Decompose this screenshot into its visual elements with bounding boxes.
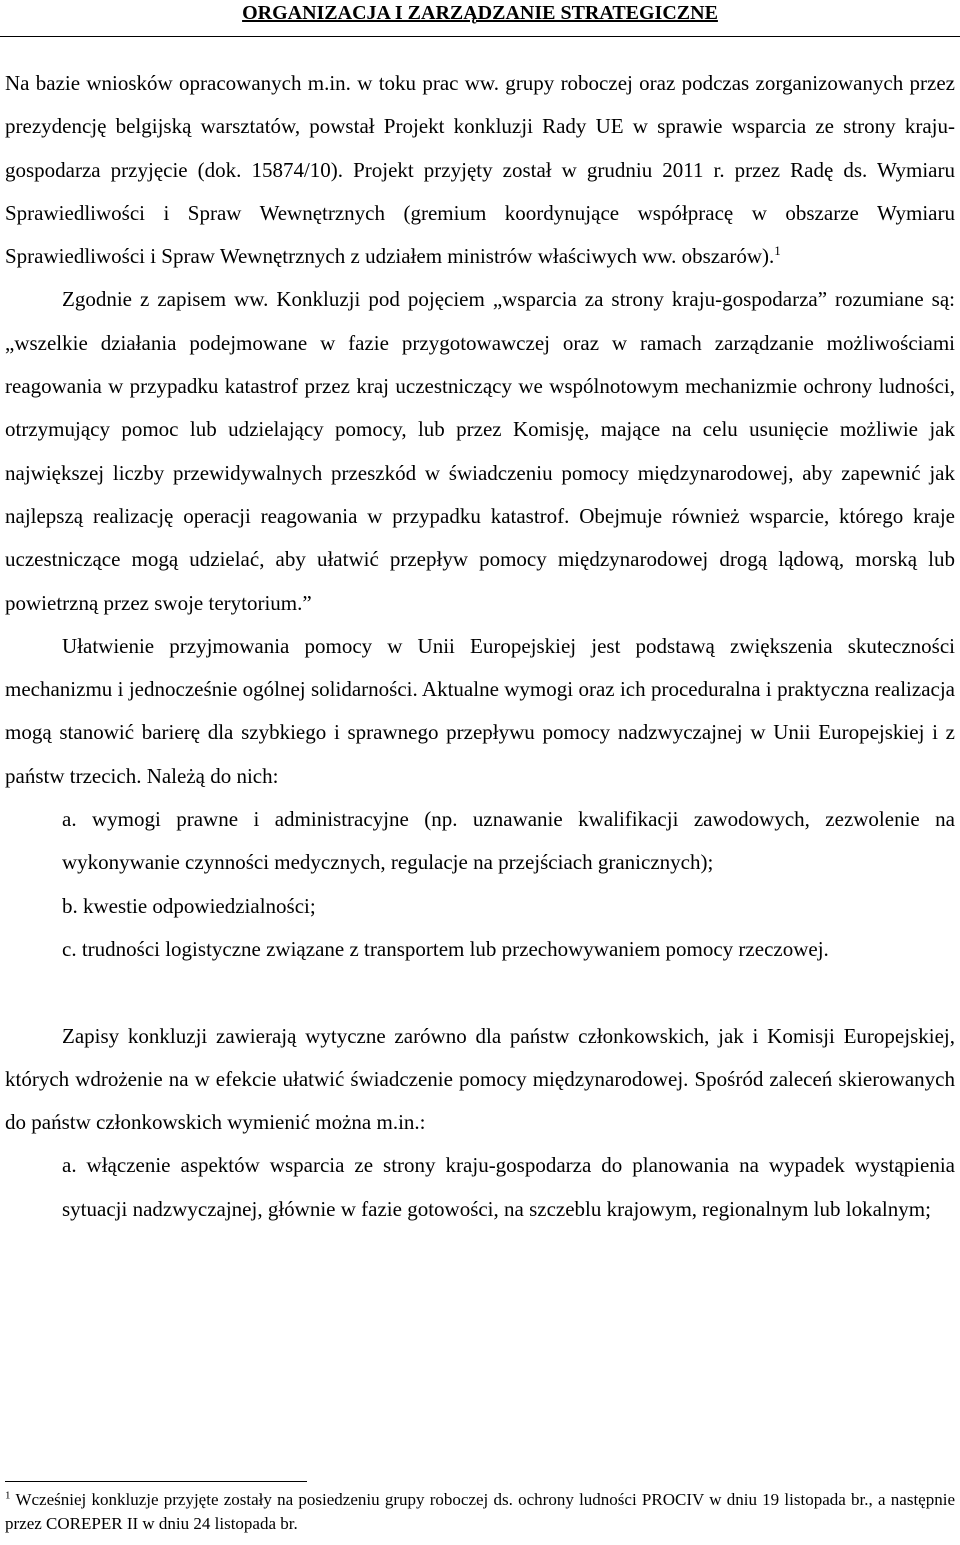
footnotes [5,1488,955,1536]
paragraph-1 [5,62,955,278]
paragraph-spacer [5,971,955,1014]
footnote-separator [5,1481,307,1482]
header-title: ORGANIZACJA I ZARZĄDZANIE STRATEGICZNE [242,2,718,24]
list-item-c: c. trudności logistyczne związane z transportem lub przechowywaniem pomocy rzeczowej. [62,936,829,961]
document-body [5,62,955,1231]
list-item-b: b. kwestie odpowiedzialności; [62,893,316,918]
footnote-number: 1 [5,1489,11,1502]
paragraph-3: Ułatwienie przyjmowania pomocy w Unii Europejskiej jest podstawą zwiększenia skuteczności mechanizmu i jednocześnie ogólnej solidarności. Aktualne wymogi oraz ich proceduralna i praktyczna realizacja mogą stanowić barierę dla szybkiego i sprawnego przepływu pomocy nadzwyczajnej w Unii Europejskiej i z państw trzecich. Należą do nich: [5,633,955,788]
footnote-ref: 1 [774,243,781,259]
footnote-text: Wcześniej konkluzje przyjęte zostały na posiedzeniu grupy roboczej ds. ochrony ludności PROCIV w dniu 19 listopada br., a następnie przez COREPER II w dniu 24 listopada br. [5,1490,955,1533]
recommendation-item-a: a. włączenie aspektów wsparcia ze strony kraju-gospodarza do planowania na wypadek wystąpienia sytuacji nadzwyczajnej, głównie w fazie gotowości, na szczeblu krajowym, regionalnym lub lokalnym; [62,1153,955,1221]
paragraph-1-text: Na bazie wniosków opracowanych m.in. w toku prac ww. grupy roboczej oraz podczas zorganizowanych przez prezydencję belgijską warsztatów, powstał Projekt konkluzji Rady UE w sprawie wsparcia ze strony kraju-gospodarza przyjęcie (dok. 15874/10). Projekt przyjęty został w grudniu 2011 r. przez Radę ds. Wymiaru Sprawiedliwości i Spraw Wewnętrznych (gremium koordynujące współpracę w obszarze Wymiaru Sprawiedliwości i Spraw Wewnętrznych z udziałem ministrów właściwych ww. obszarów). [5,71,955,269]
list-item-a: a. wymogi prawne i administracyjne (np. uznawanie kwalifikacji zawodowych, zezwolenie na wykonywanie czynności medycznych, regulacje na przejściach granicznych); [62,807,955,875]
footnote-1 [5,1488,955,1536]
page-header [0,0,960,37]
paragraph-2: Zgodnie z zapisem ww. Konkluzji pod pojęciem „wsparcia za strony kraju-gospodarza” rozumiane są: „wszelkie działania podejmowane w fazie przygotowawczej oraz w ramach zarządzanie możliwościami reagowania w przypadku katastrof przez kraj uczestniczący we wspólnotowym mechanizmie ochrony ludności, otrzymujący pomoc lub udzielający pomocy, lub przez Komisję, mające na celu usunięcie możliwie jak największej liczby przewidywalnych przeszkód w świadczeniu pomocy międzynarodowej, aby zapewnić jak najlepszą realizację operacji reagowania w przypadku katastrof. Obejmuje również wsparcie, którego kraje uczestniczące mogą udzielać, aby ułatwić przepływ pomocy międzynarodowej drogą lądową, morską lub powietrzną przez swoje terytorium.” [5,287,955,615]
paragraph-4: Zapisy konkluzji zawierają wytyczne zarówno dla państw członkowskich, jak i Komisji Europejskiej, których wdrożenie na w efekcie ułatwić świadczenie pomocy międzynarodowej. Spośród zaleceń skierowanych do państw członkowskich wymienić można m.in.: [5,1023,955,1135]
